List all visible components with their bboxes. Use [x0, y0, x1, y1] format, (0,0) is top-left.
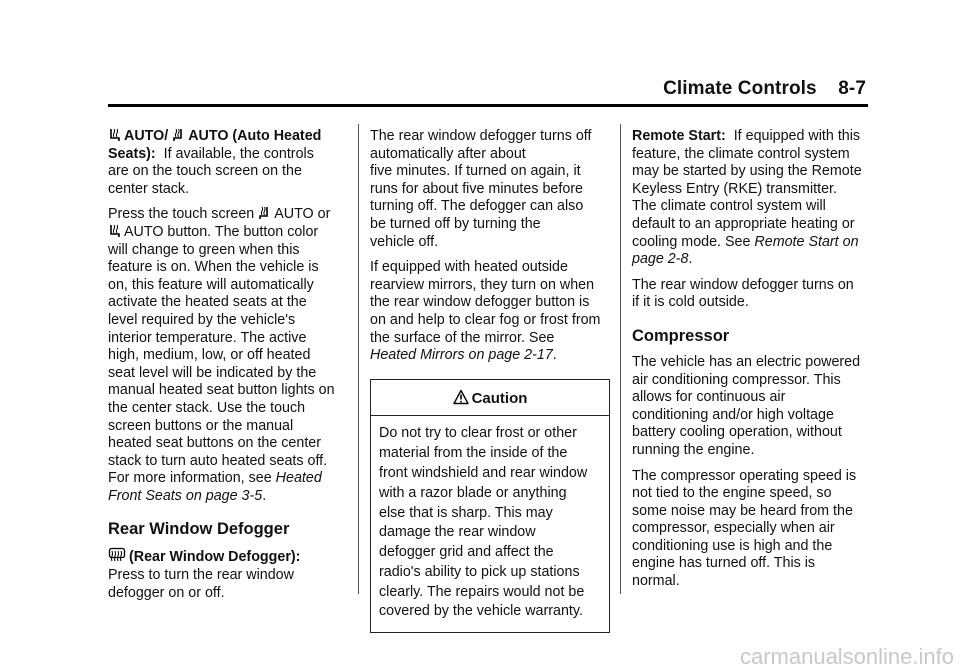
column-3 [632, 128, 872, 599]
caution-body: Do not try to clear frost or other material from the inside of the front windshield and rear window with a razor blade or anything else that is sharp. This may damage the rear window defogger grid and affect the radio's ability to pick up stations clearly. The repairs would not be covered by the vehicle warranty. [379, 425, 588, 620]
heated-seat-icon [108, 224, 121, 238]
section-name: Climate Controls [663, 78, 817, 99]
heated-mirrors-paragraph: If equipped with heated outside rearview mirrors, they turn on when the rear window defogger button is on and help to clear fog or frost from the surface of the mirror. See Heated Mirrors on page 2-17. [370, 259, 601, 364]
auto-heading-a: AUTO/ [124, 128, 169, 144]
column-2 [370, 128, 610, 633]
remote-start-link[interactable]: Remote Start on [754, 233, 859, 250]
auto-heated-seats-paragraph: AUTO/ AUTO (Auto Heated Seats): If available, the controls are on the touch screen on the center stack. [108, 128, 322, 197]
rear-defogger-icon [108, 547, 126, 563]
compressor-title: Compressor [632, 326, 730, 345]
defogger-cold-paragraph: The rear window defogger turns on if it is cold outside. [632, 276, 854, 311]
page-header [108, 78, 866, 104]
defogger-heading: (Rear Window Defogger): [129, 549, 301, 566]
heated-seat-icon [108, 128, 121, 142]
remote-start-paragraph: Remote Start: If equipped with this feature, the climate control system may be started by using the Remote Keyless Entry (RKE) transmitter. The climate control system will default to an appropriate heating or cooling mode. See Remote Start on page 2-8. [632, 128, 862, 268]
heated-front-seats-link[interactable]: Heated [275, 470, 322, 487]
rear-window-defogger-title: Rear Window Defogger [108, 520, 290, 539]
heated-mirrors-link[interactable]: Heated Mirrors on page 2-17 [370, 347, 553, 364]
column-divider [358, 124, 359, 594]
column-divider [620, 124, 621, 594]
heated-seatback-icon [172, 128, 185, 142]
caution-header [371, 380, 609, 417]
header-rule [108, 104, 868, 107]
page-number: 8-7 [838, 78, 866, 99]
heated-front-seats-link-cont[interactable]: Front Seats on page 3-5 [108, 487, 263, 504]
auto-heading-c: Seats): [108, 145, 156, 162]
rear-defogger-paragraph: (Rear Window Defogger): Press to turn the rear window defogger on or off. [108, 549, 301, 601]
remote-start-link-cont[interactable]: page 2-8 [632, 251, 689, 268]
compressor-paragraph-2: The compressor operating speed is not tied to the engine speed, so some noise may be heard from the compressor, especially when air conditioning use is high and the engine has turned off. This is normal. [632, 467, 857, 590]
defogger-auto-off-paragraph: The rear window defogger turns off automatically after about five minutes. If turned on again, it runs for about five minutes before turning off. The defogger can also be turned off by turning the vehicle off. [370, 128, 592, 250]
auto-heading-b: AUTO (Auto Heated [188, 128, 322, 144]
press-touch-screen-paragraph: Press the touch screen AUTO or AUTO button. The button color will change to green when this feature is on. When the vehicle is on, this feature will automatically activate the heated seats at the level required by the vehicle's interior temperature. The active high, medium, low, or off heated seat level will be indicated by the manual heated seat button lights on the center stack. Use the touch screen buttons or the manual heated seat buttons on the center stack to turn auto heated seats off. For more information, see Heated Front Seats on page 3-5. [108, 206, 335, 504]
remote-start-heading: Remote Start: [632, 128, 726, 144]
header-title [663, 78, 866, 100]
heated-seatback-icon [258, 206, 271, 220]
compressor-paragraph-1: The vehicle has an electric powered air conditioning compressor. This allows for continuous air conditioning and/or high voltage battery cooling operation, without running the engine. [632, 353, 861, 458]
column-1 [108, 128, 344, 610]
caution-title: Caution [471, 389, 528, 407]
watermark: carmanualsonline.info [739, 644, 954, 669]
caution-box [370, 379, 610, 634]
caution-triangle-icon [453, 389, 469, 405]
